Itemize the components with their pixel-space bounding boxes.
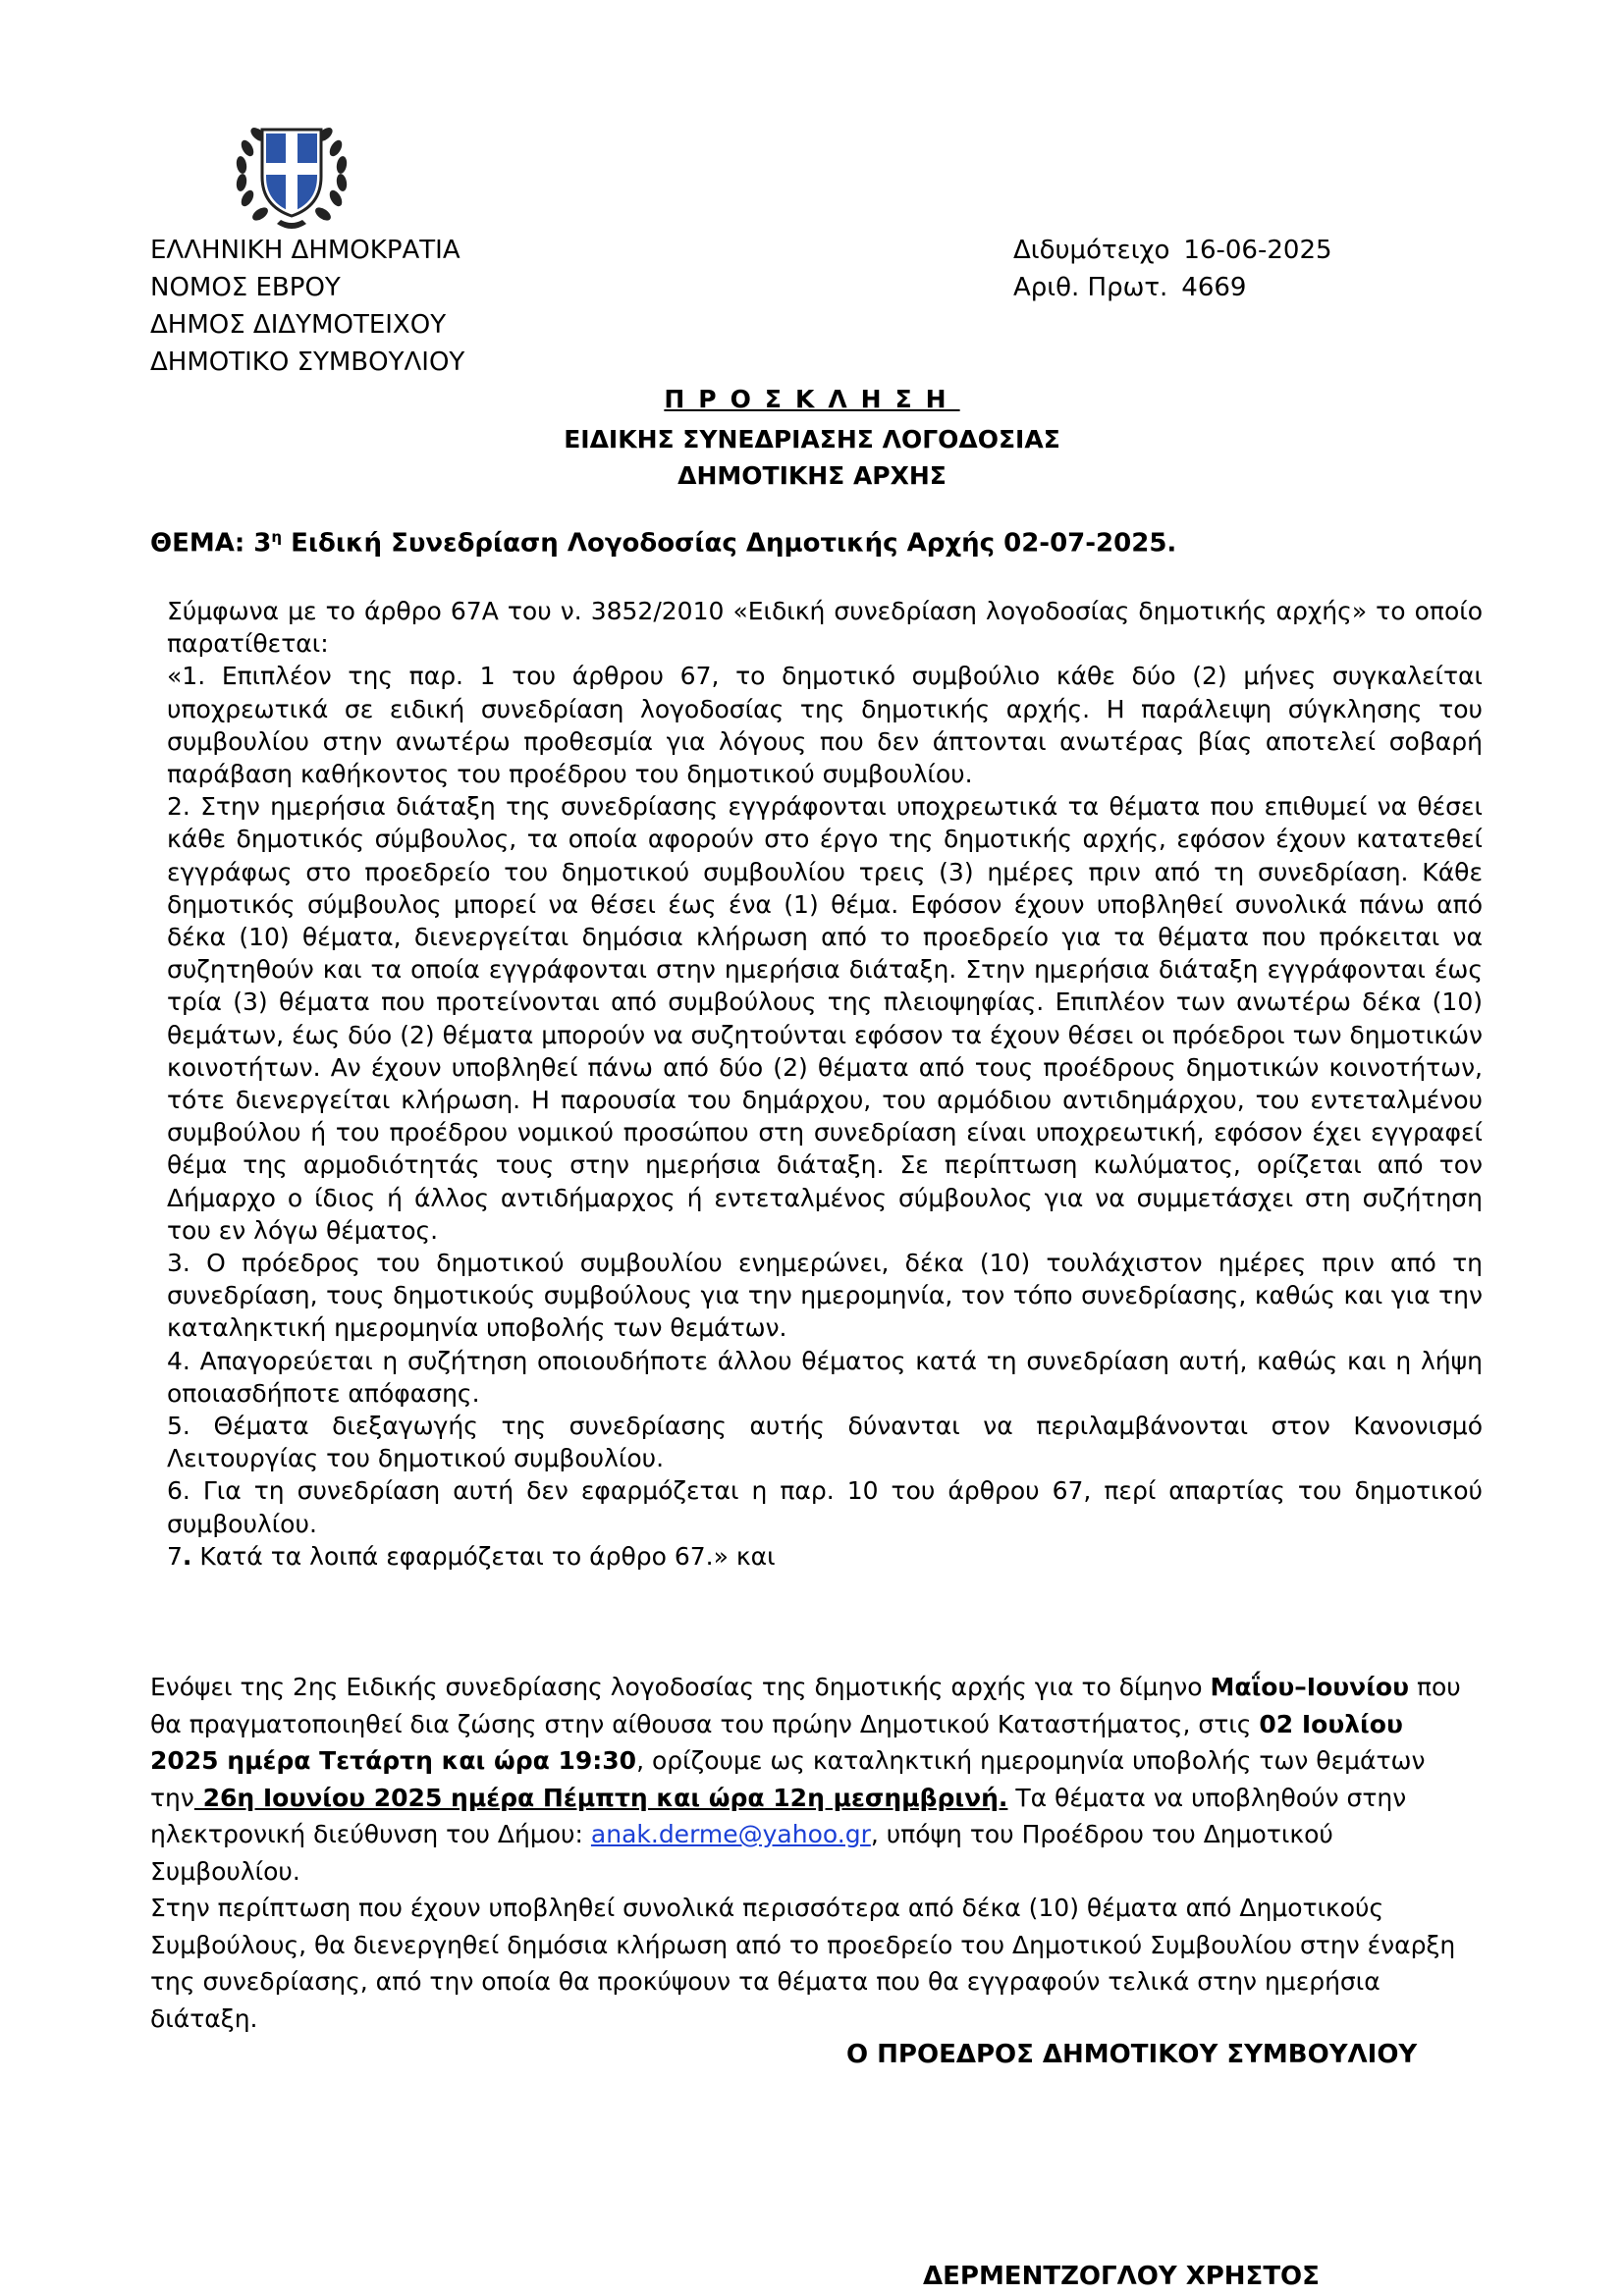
protocol-line [1013,269,1332,306]
email-link[interactable]: anak.derme@yahoo.gr [590,1820,871,1848]
body-paragraph: 5. Θέματα διεξαγωγής της συνεδρίασης αυτής δύνανται να περιλαμβάνονται στον Κανονισμό Λειτουργίας του δημοτικού συμβουλίου. [167,1412,1483,1473]
body-paragraph: 6. Για τη συνεδρίαση αυτή δεν εφαρμόζεται η παρ. 10 του άρθρου 67, περί απαρτίας του δημοτικού συμβουλίου. [167,1476,1483,1538]
title-invitation: ΠΡΟΣΚΛΗΣΗ [664,385,960,413]
signature-role: Ο ΠΡΟΕΔΡΟΣ ΔΗΜΟΤΙΚΟΥ ΣΥΜΒΟΥΛΙΟΥ [846,2040,1418,2069]
place-label: Διδυμότειχο [1013,236,1170,265]
greek-coat-of-arms-icon [228,108,355,236]
body-paragraph: 2. Στην ημερήσια διάταξη της συνεδρίασης εγγράφονται υποχρεωτικά τα θέματα που επιθυμεί να θέσει κάθε δημοτικός σύμβουλος, τα οποία αφορούν στο έργο της δημοτικής αρχής, εφόσον έχουν κατατεθεί εγγράφως στο προεδρείο του δημοτικού συμβουλίου τρεις (3) ημέρες πριν από τη συνεδρίαση. Κάθε δημοτικός σύμβουλος μπορεί να θέσει έως ένα (1) θέμα. Εφόσον έχουν υποβληθεί συνολικά πάνω από δέκα (10) θέματα, διενεργείται δημόσια κλήρωση από το προεδρείο για τα θέματα που πρόκειται να συζητηθούν και τα οποία εγγράφονται στην ημερήσια διάταξη. Στην ημερήσια διάταξη εγγράφονται έως τρία (3) θέματα που προτείνονται από συμβούλους της πλειοψηφίας. Επιπλέον των ανωτέρω δέκα (10) θεμάτων, έως δύο (2) θέματα μπορούν να συζητούνται εφόσον τα έχουν θέσει οι πρόεδροι των δημοτικών κοινοτήτων. Αν έχουν υποβληθεί πάνω από δύο (2) θέματα από τους προέδρους δημοτικών κοινοτήτων, τότε διενεργείται κλήρωση. Η παρουσία του δημάρχου, του αρμόδιου αντιδημάρχου, του εντεταλμένου συμβούλου ή του προέδρου νομικού προσώπου στη συνεδρίαση είναι υποχρεωτική, εφόσον έχει εγγραφεί θέμα της αρμοδιότητάς τους στην ημερήσια διάταξη. Σε περίπτωση κωλύματος, ορίζεται από τον Δήμαρχο ο ίδιος ή άλλος αντιδήμαρχος ή εντεταλμένος σύμβουλος για να συμμετάσχει στη συζήτηση του εν λόγω θέματος. [167,792,1483,1245]
meeting-datetime: 02 Ιουλίου 2025 ημέρα Τετάρτη και ώρα 19:30 [150,1709,1403,1775]
lottery-paragraph: Στην περίπτωση που έχουν υποβληθεί συνολικά περισσότερα από δέκα (10) θέματα από Δημοτικούς Συμβούλους, θα διενεργηθεί δημόσια κλήρωση από το προεδρείο του Δημοτικού Συμβουλίου στην έναρξη της συνεδρίασης, από την οποία θα προκύψουν τα θέματα που θα εγγραφούν τελικά στην ημερήσια διάταξη. [150,1894,1456,2033]
subject-text: Ειδική Συνεδρίαση Λογοδοσίας Δημοτικής Αρχής 02-07-2025. [282,528,1177,559]
tail-text: Τα θέματα να υποβληθούν στην ηλεκτρονική διεύθυνση του Δήμου: [150,1783,1407,1848]
subject-ordinal: η [271,528,283,546]
title-line-3: ΔΗΜΟΤΙΚΗΣ ΑΡΧΗΣ [677,461,947,490]
date-line [1013,232,1332,269]
body-paragraph: «1. Επιπλέον της παρ. 1 του άρθρου 67, το δημοτικό συμβούλιο κάθε δύο (2) μήνες συγκαλείται υποχρεωτικά σε ειδική συνεδρίαση λογοδοσίας της δημοτικής αρχής. Η παράλειψη σύγκλησης του συμβουλίου στην ανωτέρω προθεσμία για λόγους που δεν άπτονται ανωτέρας βίας αποτελεί σοβαρή παράβαση καθήκοντος του προέδρου του δημοτικού συμβουλίου. [167,662,1483,789]
tail-text: , υπόψη του Προέδρου του Δημοτικού Συμβουλίου. [150,1820,1333,1886]
tail-text: , ορίζουμε ως καταληκτική ημερομηνία υποβολής των θεμάτων την [150,1746,1426,1812]
signature-name: ΔΕΡΜΕΝΤΖΟΓΛΟΥ ΧΡΗΣΤΟΣ [923,2262,1320,2291]
issuer-line: ΝΟΜΟΣ ΕΒΡΟΥ [150,273,341,302]
body-paragraph: 4. Απαγορεύεται η συζήτηση οποιουδήποτε άλλου θέματος κατά τη συνεδρίαση αυτή, καθώς και η λήψη οποιασδήποτε απόφασης. [167,1346,1483,1408]
document-date: 16-06-2025 [1183,236,1332,265]
protocol-number: 4669 [1181,273,1247,302]
issuer-line: ΔΗΜΟΣ ΔΙΔΥΜΟΤΕΙΧΟΥ [150,310,447,340]
subject-prefix: ΘΕΜΑ: 3 [150,528,272,559]
issuer-block [150,232,464,381]
protocol-label: Αριθ. Πρωτ. [1013,273,1168,302]
para7-dot: . [182,1541,192,1571]
para7-number: 7 [167,1541,183,1571]
law-quote-body [167,595,1483,1573]
tail-text: που θα πραγματοποιηθεί δια ζώσης στην αίθουσα του πρώην Δημοτικού Καταστήματος, στις [150,1673,1461,1738]
body-paragraph: 3. Ο πρόεδρος του δημοτικού συμβουλίου ενημερώνει, δέκα (10) τουλάχιστον ημέρες πριν από τη συνεδρίαση, τους δημοτικούς συμβούλους για την ημερομηνία, τον τόπο συνεδρίασης, καθώς και για την καταληκτική ημερομηνία υποβολής των θεμάτων. [167,1249,1483,1343]
deadline-datetime: 26η Ιουνίου 2025 ημέρα Πέμπτη και ώρα 12η μεσημβρινή. [193,1783,1008,1812]
body-paragraph: Σύμφωνα με το άρθρο 67Α του ν. 3852/2010 «Ειδική συνεδρίαση λογοδοσίας δημοτικής αρχής» το οποίο παρατίθεται: [167,597,1483,659]
issuer-line: ΕΛΛΗΝΙΚΗ ΔΗΜΟΚΡΑΤΙΑ [150,236,460,265]
date-protocol-block [1013,232,1332,306]
meeting-paragraph [150,1669,1471,1890]
issuer-line: ΔΗΜΟΤΙΚΟ ΣΥΜΒΟΥΛΙΟΥ [150,347,465,377]
title-line-2: ΕΙΔΙΚΗΣ ΣΥΝΕΔΡΙΑΣΗΣ ΛΟΓΟΔΟΣΙΑΣ [564,425,1060,454]
period-bold: Μαΐου–Ιουνίου [1210,1673,1409,1701]
body-paragraph-7 [167,1540,1483,1573]
tail-text: Ενόψει της 2ης Ειδικής συνεδρίασης λογοδοσίας της δημοτικής αρχής για το δίμηνο [150,1673,1211,1701]
subject-line [150,528,1176,559]
para7-text: Κατά τα λοιπά εφαρμόζεται το άρθρο 67.» και [191,1541,776,1571]
meeting-details [150,1669,1471,2037]
